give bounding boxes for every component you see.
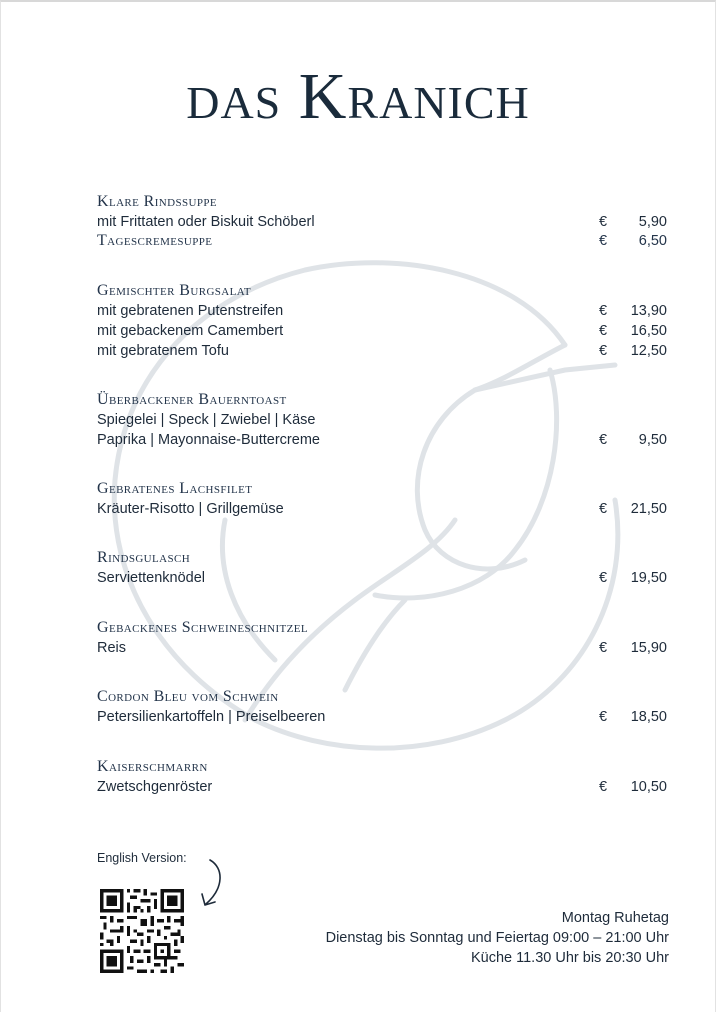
dish-name: Gemischter Burgsalat — [97, 282, 252, 299]
dish-description: Petersilienkartoffeln | Preiselbeeren — [97, 709, 326, 725]
menu-item — [97, 687, 667, 727]
menu-item — [97, 479, 667, 519]
dish-name: Überbackener Bauerntoast — [97, 391, 287, 408]
curved-arrow-icon — [198, 858, 226, 910]
dish-description-row — [97, 212, 667, 232]
dish-name-row — [97, 231, 667, 251]
restaurant-title: das Kranich — [186, 60, 530, 133]
dish-description-row — [97, 321, 667, 341]
currency-symbol: € — [599, 779, 608, 795]
dish-price: 13,90 — [630, 303, 667, 319]
hours-line: Montag Ruhetag — [561, 910, 669, 926]
dish-price: 12,50 — [630, 343, 667, 359]
dish-description: Serviettenknödel — [97, 570, 206, 586]
dish-price: 10,50 — [630, 779, 667, 795]
currency-symbol: € — [599, 214, 608, 230]
dish-price: 18,50 — [630, 709, 667, 725]
currency-symbol: € — [599, 432, 608, 448]
dish-price: 16,50 — [630, 323, 667, 339]
dish-description: mit gebackenem Camembert — [97, 323, 284, 339]
dish-price: 9,50 — [638, 432, 667, 448]
dish-description: mit gebratenen Putenstreifen — [97, 303, 284, 319]
menu-item — [97, 231, 667, 251]
currency-symbol: € — [599, 303, 608, 319]
dish-description-row — [97, 301, 667, 321]
dish-description: Spiegelei | Speck | Zwiebel | Käse — [97, 412, 316, 428]
dish-description-row — [97, 341, 667, 361]
dish-price: 15,90 — [630, 640, 667, 656]
currency-symbol: € — [599, 640, 608, 656]
dish-name: Klare Rindssuppe — [97, 193, 218, 210]
dish-price: 6,50 — [638, 233, 667, 249]
dish-description-row — [97, 430, 667, 450]
dish-name: Gebackenes Schweineschnitzel — [97, 619, 309, 636]
currency-symbol: € — [599, 709, 608, 725]
menu-item — [97, 618, 667, 658]
menu-item — [97, 548, 667, 588]
menu-item — [97, 390, 667, 450]
dish-description: Zwetschgenröster — [97, 779, 213, 795]
english-version-label: English Version: — [97, 851, 187, 865]
dish-description-row — [97, 499, 667, 519]
currency-symbol: € — [599, 570, 608, 586]
dish-name: Tagescremesuppe — [97, 232, 213, 249]
opening-hours — [326, 908, 669, 968]
dish-name: Gebratenes Lachsfilet — [97, 480, 253, 497]
currency-symbol: € — [599, 233, 608, 249]
menu-item — [97, 757, 667, 797]
currency-symbol: € — [599, 343, 608, 359]
currency-symbol: € — [599, 501, 608, 517]
dish-price: 21,50 — [630, 501, 667, 517]
dish-description: Paprika | Mayonnaise-Buttercreme — [97, 432, 320, 448]
dish-description-row — [97, 410, 667, 430]
dish-name: Kaiserschmarrn — [97, 758, 208, 775]
dish-description: Reis — [97, 640, 127, 656]
dish-name: Rindsgulasch — [97, 549, 191, 566]
currency-symbol: € — [599, 323, 608, 339]
menu-item — [97, 192, 667, 232]
dish-description-row — [97, 707, 667, 727]
qr-code-icon[interactable] — [100, 889, 184, 973]
dish-price: 19,50 — [630, 570, 667, 586]
hours-line: Küche 11.30 Uhr bis 20:30 Uhr — [470, 950, 669, 966]
dish-name: Cordon Bleu vom Schwein — [97, 688, 279, 705]
hours-line: Dienstag bis Sonntag und Feiertag 09:00 – 21:00 Uhr — [325, 930, 669, 946]
menu-item — [97, 281, 667, 361]
dish-description-row — [97, 568, 667, 588]
dish-price: 5,90 — [638, 214, 667, 230]
dish-description-row — [97, 777, 667, 797]
dish-description: mit Frittaten oder Biskuit Schöberl — [97, 214, 315, 230]
dish-description: mit gebratenem Tofu — [97, 343, 229, 359]
dish-description: Kräuter-Risotto | Grillgemüse — [97, 501, 284, 517]
dish-description-row — [97, 638, 667, 658]
